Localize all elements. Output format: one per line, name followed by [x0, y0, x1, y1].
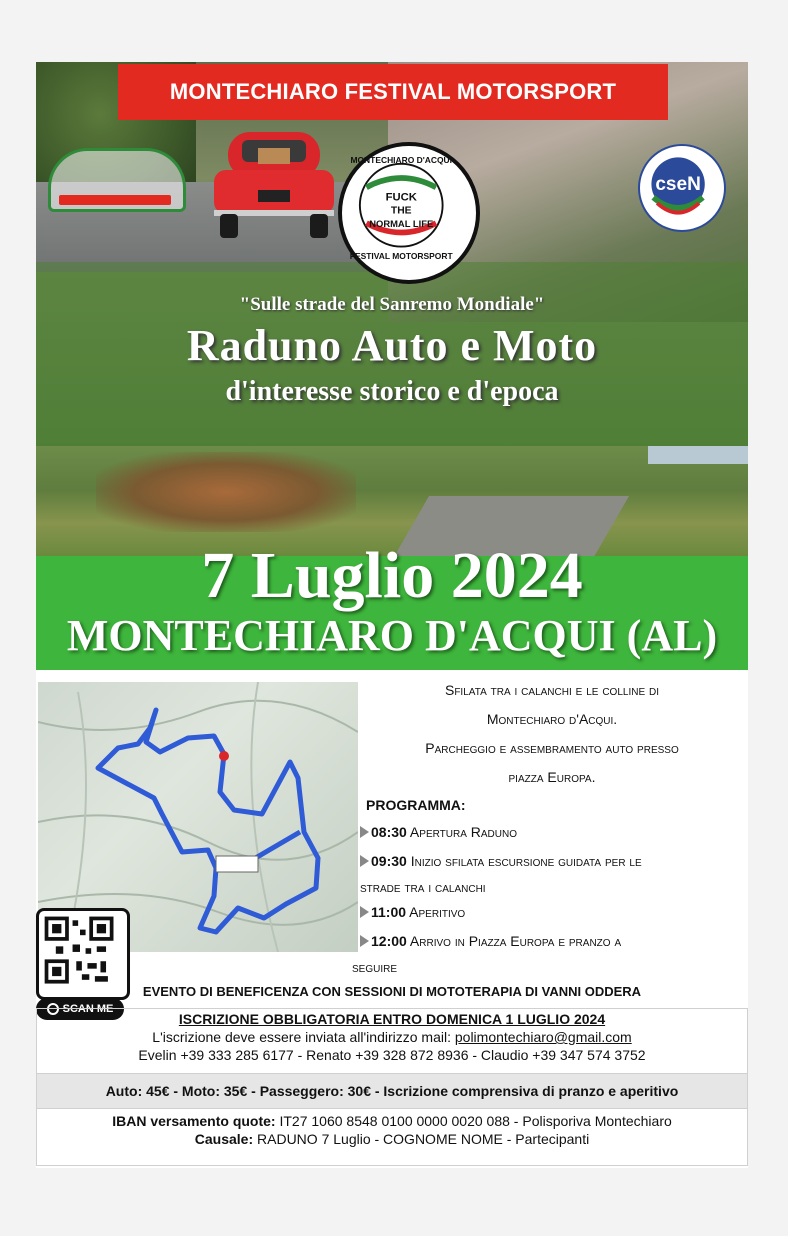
program-continuation: seguire	[352, 959, 398, 975]
svg-text:FUCK: FUCK	[385, 191, 417, 204]
autumn-trees	[96, 452, 356, 532]
mail-prefix: L'iscrizione deve essere inviata all'indirizzo mail:	[152, 1029, 455, 1045]
program-continuation: strade tra i calanchi	[360, 879, 486, 895]
description-line: Montechiaro d'Acqui.	[486, 711, 618, 727]
program-time: 12:00	[371, 933, 407, 949]
program-text: Inizio sfilata escursione guidata per le	[406, 853, 642, 869]
program-item	[360, 847, 744, 876]
description-line: piazza Europa.	[508, 769, 596, 785]
triangle-icon	[360, 855, 369, 867]
program-item	[360, 818, 744, 847]
causale-value: RADUNO 7 Luglio - COGNOME NOME - Partecipanti	[253, 1131, 590, 1147]
program-text: Apertura Raduno	[406, 824, 517, 840]
description-line: Sfilata tra i calanchi e le colline di	[444, 682, 660, 698]
programma-heading: PROGRAMMA:	[366, 797, 466, 813]
program-time: 11:00	[371, 904, 407, 920]
event-details	[352, 676, 744, 978]
sky-patch	[648, 446, 748, 464]
causale-line	[37, 1131, 747, 1147]
event-date: 7 Luglio 2024	[201, 539, 583, 612]
svg-text:cseN: cseN	[655, 173, 701, 195]
iban-value: IT27 1060 8548 0100 0000 0020 088 - Polisporiva Montechiaro	[275, 1113, 672, 1129]
program-time: 08:30	[371, 824, 407, 840]
description-line: Parcheggio e assembramento auto presso	[425, 740, 679, 756]
registration-mail	[37, 1029, 747, 1045]
triangle-icon	[360, 826, 369, 838]
festival-emblem	[338, 142, 480, 284]
hero-title-secondary: d'interesse storico e d'epoca	[225, 376, 559, 407]
contact-phones: Evelin +39 333 285 6177 - Renato +39 328 872 8936 - Claudio +39 347 574 3752	[138, 1047, 646, 1063]
hero-photo	[36, 62, 748, 446]
registration-box	[36, 1008, 748, 1166]
club-logo-url	[59, 195, 171, 205]
program-item	[360, 898, 744, 927]
event-poster	[36, 62, 748, 1168]
svg-text:NORMAL LIFE: NORMAL LIFE	[369, 217, 434, 229]
svg-text:FESTIVAL MOTORSPORT: FESTIVAL MOTORSPORT	[349, 250, 453, 261]
red-car-illustration	[206, 124, 342, 242]
hero-title: Raduno Auto e Moto	[186, 321, 598, 370]
scan-me-text: SCAN ME	[62, 1003, 114, 1015]
mail-link[interactable]: polimontechiaro@gmail.com	[454, 1029, 632, 1045]
iban-label: IBAN versamento quote:	[112, 1113, 276, 1129]
program-item	[360, 927, 744, 956]
causale-label: Causale:	[194, 1131, 254, 1147]
price-list: Auto: 45€ - Moto: 35€ - Passeggero: 30€ - Iscrizione comprensiva di pranzo e aperitivo	[37, 1073, 747, 1109]
svg-text:MONTECHIARO D'ACQUI: MONTECHIARO D'ACQUI	[350, 154, 453, 165]
program-text: Aperitivo	[406, 904, 466, 920]
charity-note: EVENTO DI BENEFICENZA CON SESSIONI DI MOTOTERAPIA DI VANNI ODDERA	[142, 984, 642, 999]
svg-text:THE: THE	[390, 205, 412, 217]
festival-banner: MONTECHIARO FESTIVAL MOTORSPORT	[118, 64, 668, 120]
program-text: Arrivo in Piazza Europa e pranzo a	[406, 933, 622, 949]
triangle-icon	[360, 935, 369, 947]
hero-subtitle: "Sulle strade del Sanremo Mondiale"	[239, 294, 545, 315]
iban-line	[37, 1113, 747, 1129]
club-logo	[48, 148, 186, 212]
triangle-icon	[360, 906, 369, 918]
program-time: 09:30	[371, 853, 407, 869]
registration-title: ISCRIZIONE OBBLIGATORIA ENTRO DOMENICA 1 LUGLIO 2024	[178, 1011, 606, 1027]
event-place: MONTECHIARO D'ACQUI (AL)	[66, 611, 718, 660]
csen-logo	[638, 144, 726, 232]
